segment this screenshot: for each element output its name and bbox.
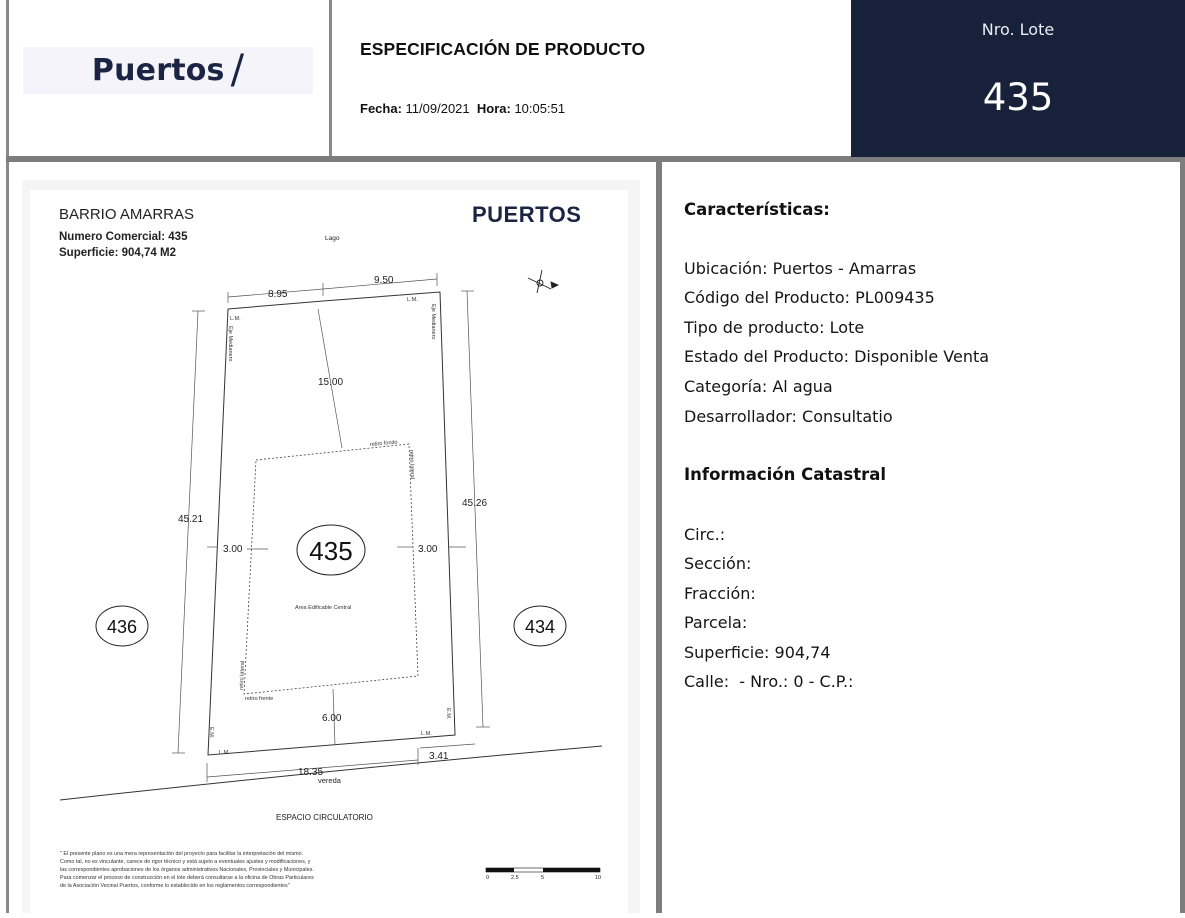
- street-curb-line: [60, 746, 602, 800]
- characteristic-status: Estado del Producto: Disponible Venta: [684, 347, 990, 366]
- retiro-fondo-label: retiro fondo: [369, 439, 398, 448]
- dim-side-right: 3.00: [418, 544, 438, 555]
- scale-tick: 10: [595, 875, 602, 881]
- cadastral-address: Calle: - Nro.: 0 - C.P.:: [684, 672, 854, 691]
- retiro-frente-label: retiro frente: [245, 696, 274, 702]
- disclaimer-line: Como tal, no es vinculante, carece de rigor técnico y está sujeto a eventuales ajustes y modificaciones, y: [60, 859, 311, 865]
- scale-bar: [486, 868, 601, 881]
- cadastral-section: Sección:: [684, 554, 752, 573]
- dim-top-right: 9.50: [374, 275, 394, 286]
- characteristics-heading: Características:: [684, 200, 830, 219]
- eje-label-left: Eje Medianero: [227, 326, 233, 362]
- scale-tick: 2.5: [511, 875, 519, 881]
- dim-left-side: 45.21: [178, 514, 204, 525]
- right-border: [1180, 158, 1185, 913]
- cadastral-circ: Circ.:: [684, 525, 726, 544]
- page-title: ESPECIFICACIÓN DE PRODUCTO: [360, 39, 646, 59]
- cadastral-fraction: Fracción:: [684, 584, 756, 603]
- dim-front: 18.35: [298, 767, 324, 778]
- dim-right-side: 45.26: [462, 498, 488, 509]
- dim-top-left: 8.95: [268, 289, 288, 300]
- date-label: Fecha:: [360, 101, 402, 116]
- cadastral-surface: Superficie: 904,74: [684, 643, 831, 662]
- dim-front-right: 3.41: [429, 751, 449, 762]
- disclaimer-line: " El presente plano es una mera representación del proyecto para facilitar la interpretación del mismo.: [60, 851, 304, 857]
- logo-slash-icon: /: [230, 46, 245, 93]
- characteristic-category: Categoría: Al agua: [684, 377, 833, 396]
- neighbor-lot-right: 434: [524, 617, 556, 637]
- lot-number-value: 435: [982, 76, 1054, 119]
- dim-front-setback: 6.00: [322, 713, 342, 724]
- retiro-lateral-right-label: retiro lateral: [408, 449, 416, 480]
- time-label: Hora:: [476, 101, 511, 116]
- characteristic-location: Ubicación: Puertos - Amarras: [684, 259, 917, 278]
- dim-rear-setback: 15.00: [318, 377, 344, 388]
- time-value: 10:05:51: [514, 101, 566, 116]
- cadastral-parcel: Parcela:: [684, 613, 748, 632]
- plan-disclaimer: [60, 851, 314, 889]
- cadastral-heading: Información Catastral: [684, 465, 887, 484]
- scale-tick: 0: [486, 875, 490, 881]
- buildable-area-label: Area Edificable Central: [295, 605, 352, 611]
- plan-commercial-number: Numero Comercial: 435: [59, 231, 188, 243]
- disclaimer-line: Para comenzar el proceso de construcción en el lote deberá consultarse a la oficina de Obras Particulares: [60, 875, 314, 881]
- eje-label-right: Eje Medianero: [430, 304, 436, 340]
- timestamp: [360, 101, 565, 116]
- scale-tick: 5: [541, 875, 545, 881]
- plan-neighborhood: BARRIO AMARRAS: [59, 206, 195, 223]
- north-arrow-icon: [528, 270, 558, 293]
- lm-label-top-left: L.M.: [230, 316, 241, 322]
- lm-label-bottom-left: L.M.: [219, 750, 230, 756]
- body-divider: [656, 158, 662, 913]
- circulation-label: ESPACIO CIRCULATORIO: [276, 813, 373, 822]
- retiro-lateral-left-label: retiro lateral: [239, 660, 247, 691]
- em-label-right: E.M.: [445, 708, 451, 720]
- characteristic-type: Tipo de producto: Lote: [684, 318, 865, 337]
- characteristic-code: Código del Producto: PL009435: [684, 288, 935, 307]
- em-label-left: E.M.: [208, 727, 214, 739]
- lot-plan: [30, 190, 628, 913]
- header-divider-1: [329, 0, 332, 158]
- logo-text: Puertos: [91, 53, 225, 88]
- lot-center-number: 435: [309, 536, 353, 566]
- disclaimer-line: de la Asociación Vecinal Puertos, conforme lo establecido en los reglamentos correspondientes": [60, 883, 290, 889]
- disclaimer-line: las correspondientes aprobaciones de los órganos administrativos Nacionales, Provinciales y Municipales.: [60, 867, 314, 873]
- lot-plan-drawing: [30, 190, 628, 913]
- dim-side-left: 3.00: [223, 544, 243, 555]
- date-value: 11/09/2021: [405, 101, 470, 116]
- lot-number-panel: [851, 0, 1185, 157]
- lm-label-top-right: L.M.: [407, 297, 418, 303]
- left-border: [6, 0, 9, 913]
- lake-label: Lago: [325, 235, 340, 242]
- plan-surface: Superficie: 904,74 M2: [59, 247, 176, 259]
- characteristic-developer: Desarrollador: Consultatio: [684, 407, 893, 426]
- lm-label-bottom-right: L.M.: [421, 731, 432, 737]
- lot-number-label: Nro. Lote: [981, 20, 1055, 39]
- sidewalk-label: vereda: [318, 776, 341, 785]
- neighbor-lot-left: 436: [106, 617, 138, 637]
- brand-logo: [23, 47, 313, 94]
- plan-brand: PUERTOS: [472, 202, 582, 227]
